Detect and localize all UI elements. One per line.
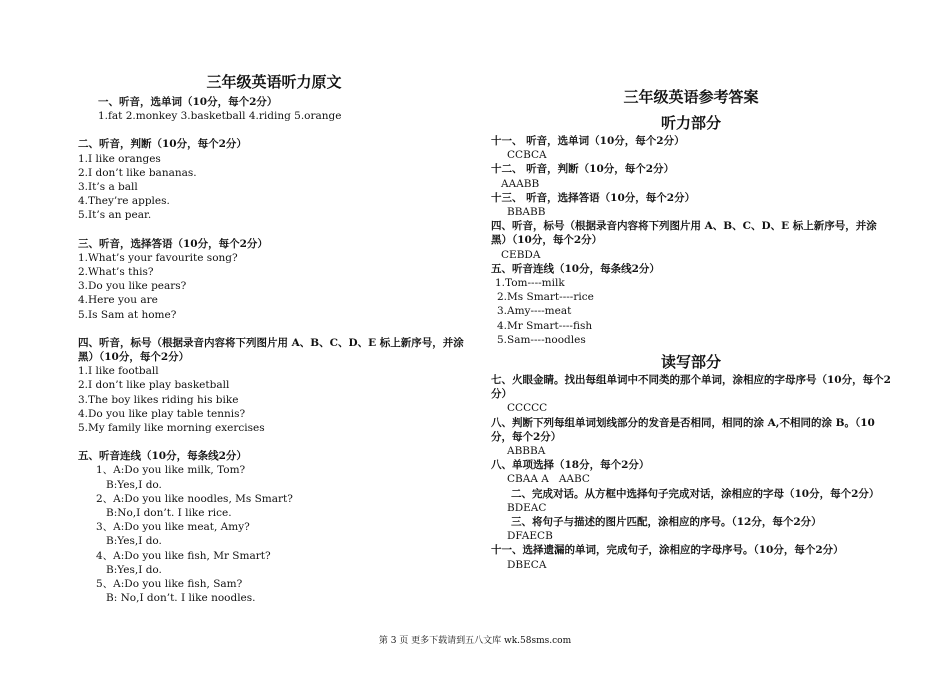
list-item: 2.What’s this? xyxy=(78,266,154,279)
section-1-heading: 一、听音，选单词（10分，每个2分） xyxy=(98,96,278,108)
list-item: 5.My family like morning exercises xyxy=(78,422,265,435)
answer-11-heading: 十一、选择遗漏的单词，完成句子，涂相应的字母序号。（10分，每个2分） xyxy=(491,544,844,557)
section-1-words: 1.fat 2.monkey 3.basketball 4.riding 5.orange xyxy=(98,110,342,123)
list-item: 5.Is Sam at home? xyxy=(78,308,177,321)
dialogue-question: 2、A:Do you like noodles, Ms Smart? xyxy=(96,492,293,505)
answer-9-value: BDEAC xyxy=(507,501,547,514)
list-item: 4.Do you like play table tennis? xyxy=(78,407,246,420)
answer-8-value: CBAA A AABC xyxy=(507,473,590,486)
answer-key-column xyxy=(491,0,891,572)
answer-7-value: ABBBA xyxy=(507,445,546,458)
answer-4-heading: 四、听音，标号（根据录音内容将下列图片用 A、B、C、D、E 标上新序号，并涂黑）（10分，每个2分） xyxy=(491,220,877,247)
list-item: 4.They’re apples. xyxy=(78,195,170,208)
answer-10-value: DFAECB xyxy=(507,530,553,543)
transcript-title: 三年级英语听力原文 xyxy=(206,73,342,91)
answer-5-heading: 五、听音连线（10分，每条线2分） xyxy=(491,262,660,275)
dialogue-answer: B:Yes,I do. xyxy=(106,535,162,548)
answer-1-heading: 十一、 听音，选单词（10分，每个2分） xyxy=(491,135,685,147)
answer-2-value: AAABB xyxy=(501,177,540,190)
dialogue-question: 1、A:Do you like milk, Tom? xyxy=(96,464,246,477)
section-2-heading: 二、听音，判断（10分，每个2分） xyxy=(78,138,247,151)
page-footer: 第 3 页 更多下载请到五八文库 wk.58sms.com xyxy=(378,636,572,646)
list-item: 3.It’s a ball xyxy=(78,181,138,194)
section-3-heading: 三、听音，选择答语（10分，每个2分） xyxy=(78,237,268,250)
list-item: 1.I like football xyxy=(78,365,159,378)
answer-7-heading: 八、判断下列每组单词划线部分的发音是否相同，相同的涂 A,不相同的涂 B。（10分，每个2分） xyxy=(491,416,875,443)
answer-3-value: BBABB xyxy=(507,206,546,219)
answer-1-value: CCBCA xyxy=(507,149,547,162)
list-item: 1.What’s your favourite song? xyxy=(78,251,238,264)
answer-11-value: DBECA xyxy=(507,558,547,571)
listening-transcript-column xyxy=(78,0,470,606)
list-item: 2.Ms Smart----rice xyxy=(497,291,594,304)
dialogue-answer: B: No,I don’t. I like noodles. xyxy=(106,592,256,605)
answer-key-title: 三年级英语参考答案 xyxy=(623,88,759,106)
list-item: 3.Do you like pears? xyxy=(78,280,187,293)
dialogue-question: 5、A:Do you like fish, Sam? xyxy=(96,578,243,591)
answer-8-heading: 八、单项选择（18分，每个2分） xyxy=(491,459,650,472)
dialogue-answer: B:Yes,I do. xyxy=(106,478,162,491)
list-item: 4.Mr Smart----fish xyxy=(497,319,593,332)
list-item: 4.Here you are xyxy=(78,294,158,307)
answer-4-value: CEBDA xyxy=(501,248,541,261)
answer-6-value: CCCCC xyxy=(507,402,548,415)
listening-part-heading: 听力部分 xyxy=(660,114,721,132)
list-item: 1.I like oranges xyxy=(78,152,161,165)
list-item: 2.I don’t like bananas. xyxy=(78,166,197,179)
dialogue-question: 3、A:Do you like meat, Amy? xyxy=(96,521,250,534)
list-item: 3.The boy likes riding his bike xyxy=(78,393,239,406)
list-item: 3.Amy----meat xyxy=(497,305,572,318)
list-item: 1.Tom----milk xyxy=(495,277,565,290)
list-item: 5.It’s an pear. xyxy=(78,209,152,222)
dialogue-answer: B:No,I don’t. I like rice. xyxy=(106,507,232,520)
dialogue-answer: B:Yes,I do. xyxy=(106,563,162,576)
answer-10-heading: 三、将句子与描述的图片匹配，涂相应的序号。（12分，每个2分） xyxy=(511,516,822,529)
answer-9-heading: 二、完成对话。从方框中选择句子完成对话，涂相应的字母（10分，每个2分） xyxy=(511,487,880,500)
section-4-heading: 四、听音，标号（根据录音内容将下列图片用 A、B、C、D、E 标上新序号，并涂黑）（10分，每个2分） xyxy=(78,336,464,364)
list-item: 5.Sam----noodles xyxy=(497,333,586,346)
answer-2-heading: 十二、 听音，判断（10分，每个2分） xyxy=(491,163,675,176)
answer-3-heading: 十三、 听音，选择答语（10分，每个2分） xyxy=(491,191,696,204)
list-item: 2.I don’t like play basketball xyxy=(78,379,230,392)
answer-6-heading: 七、火眼金睛。找出每组单词中不同类的那个单词，涂相应的字母序号（10分，每个2分） xyxy=(491,374,891,401)
reading-writing-part-heading: 读写部分 xyxy=(660,353,721,372)
dialogue-question: 4、A:Do you like fish, Mr Smart? xyxy=(96,549,271,562)
section-5-heading: 五、听音连线（10分，每条线2分） xyxy=(78,450,247,463)
